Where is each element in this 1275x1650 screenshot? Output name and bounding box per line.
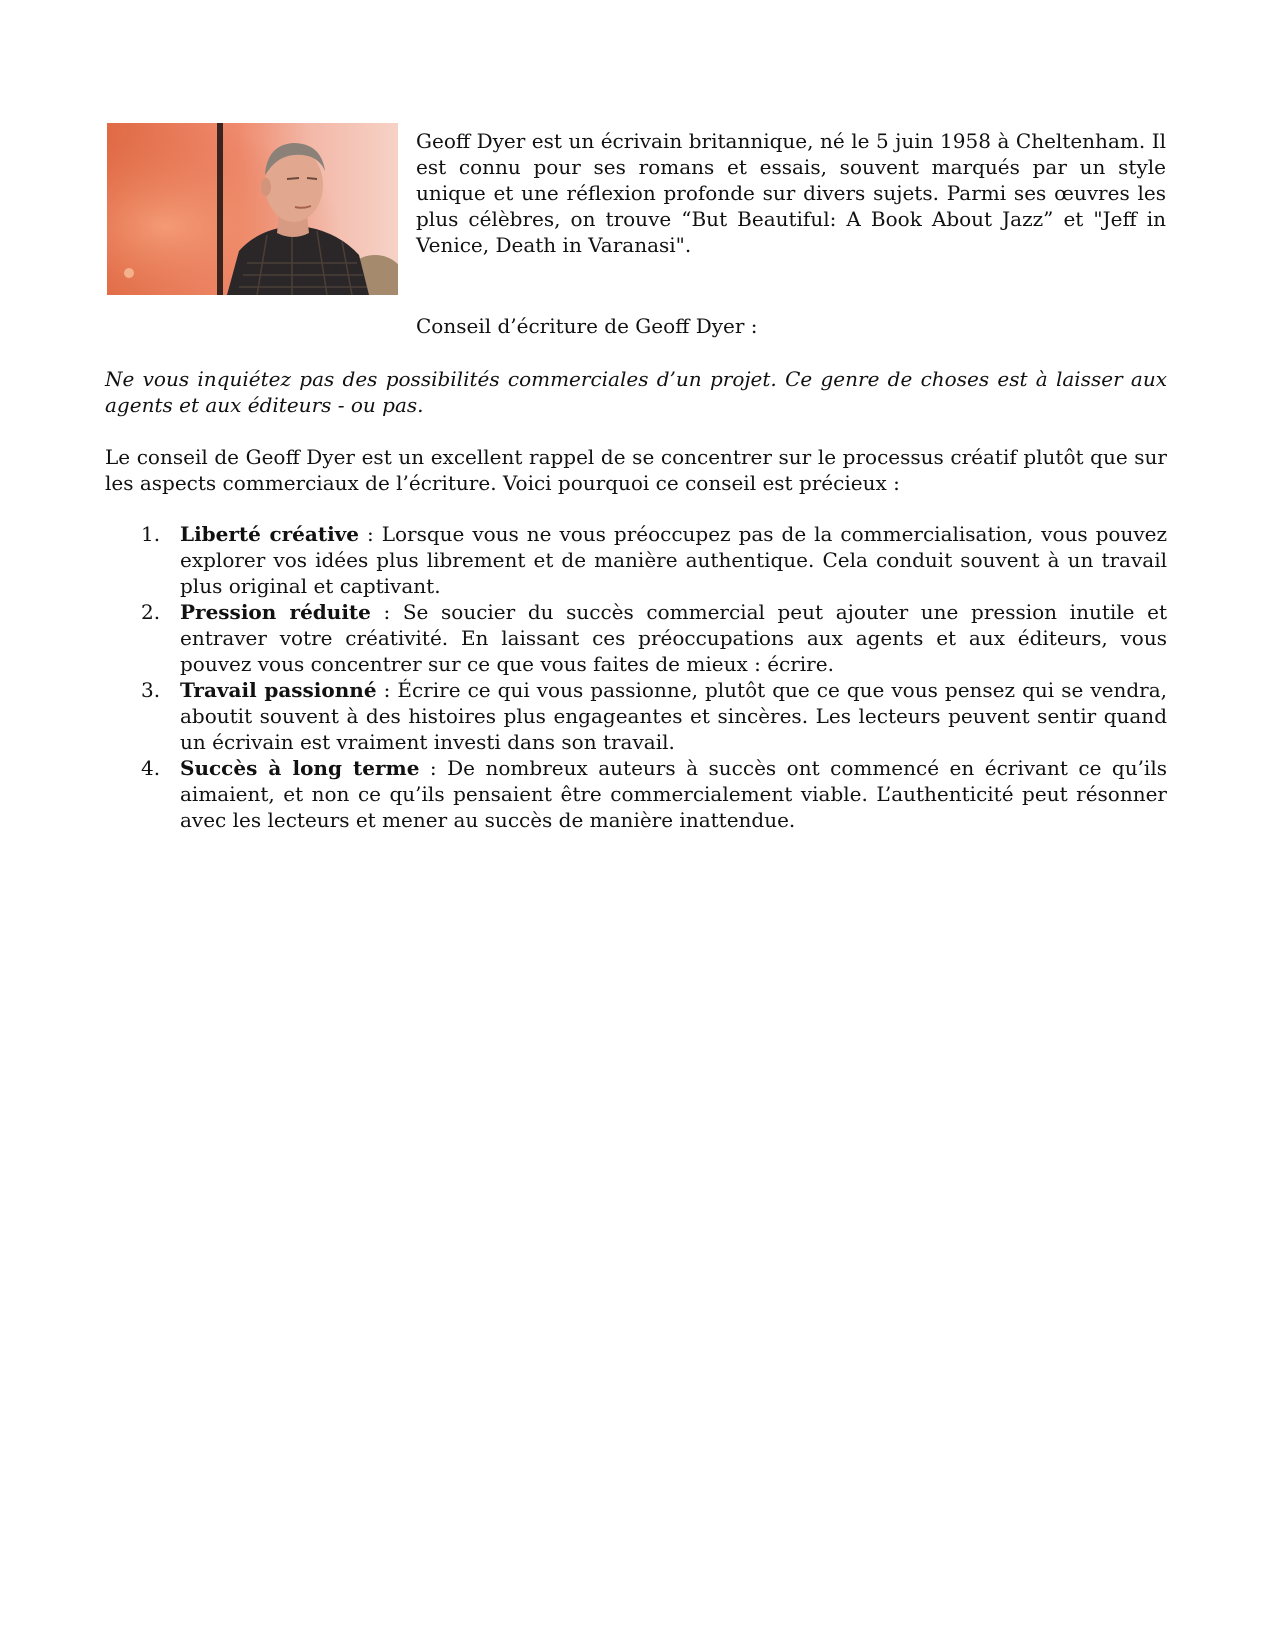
author-photo: [107, 123, 398, 295]
list-item-text: : Lorsque vous ne vous préoccupez pas de la commercialisation, vous pouvez explorer vos idées plus librement et de manière authentique. Cela conduit souvent à un travail plus original et captivant.: [180, 522, 1167, 598]
list-item-text: : De nombreux auteurs à succès ont commencé en écrivant ce qu’ils aimaient, et non ce qu’ils pensaient être commercialement viable. L’authenticité peut résonner avec les lecteurs et mener au succès de manière inattendue.: [180, 756, 1167, 832]
list-item-text: : Se soucier du succès commercial peut ajouter une pression inutile et entraver votre créativité. En laissant ces préoccupations aux agents et aux éditeurs, vous pouvez vous concentrer sur ce que vous faites de mieux : écrire.: [180, 600, 1167, 676]
list-item: [105, 521, 1167, 599]
list-item: [105, 755, 1167, 833]
list-item-number: 4.: [141, 756, 161, 780]
list-item: [105, 599, 1167, 677]
list-item-number: 3.: [141, 678, 161, 702]
list-item-term: Travail passionné: [180, 678, 377, 702]
list-item-term: Liberté créative: [180, 522, 360, 546]
reasons-list: [105, 521, 1167, 833]
list-item-text: : Écrire ce qui vous passionne, plutôt que ce que vous pensez qui se vendra, aboutit souvent à des histoires plus engageantes et sincères. Les lecteurs peuvent sentir quand un écrivain est vraiment investi dans son travail.: [180, 678, 1167, 754]
list-item-term: Pression réduite: [180, 600, 371, 624]
author-bio: Geoff Dyer est un écrivain britannique, né le 5 juin 1958 à Cheltenham. Il est connu pour ses romans et essais, souvent marqués par un style unique et une réflexion profonde sur divers sujets. Parmi ses œuvres les plus célèbres, on trouve “But Beautiful: A Book About Jazz” et "Jeff in Venice, Death in Varanasi".: [416, 129, 1166, 257]
advice-title: Conseil d’écriture de Geoff Dyer :: [416, 314, 758, 338]
list-item-number: 2.: [141, 600, 161, 624]
advice-quote: Ne vous inquiétez pas des possibilités commerciales d’un projet. Ce genre de choses est à laisser aux agents et aux éditeurs - ou pas.: [105, 367, 1167, 417]
list-item: [105, 677, 1167, 755]
author-portrait-image: [107, 123, 398, 295]
intro-paragraph: Le conseil de Geoff Dyer est un excellent rappel de se concentrer sur le processus créatif plutôt que sur les aspects commerciaux de l’écriture. Voici pourquoi ce conseil est précieux :: [105, 445, 1167, 495]
list-item-number: 1.: [141, 522, 161, 546]
list-item-term: Succès à long terme: [180, 756, 420, 780]
